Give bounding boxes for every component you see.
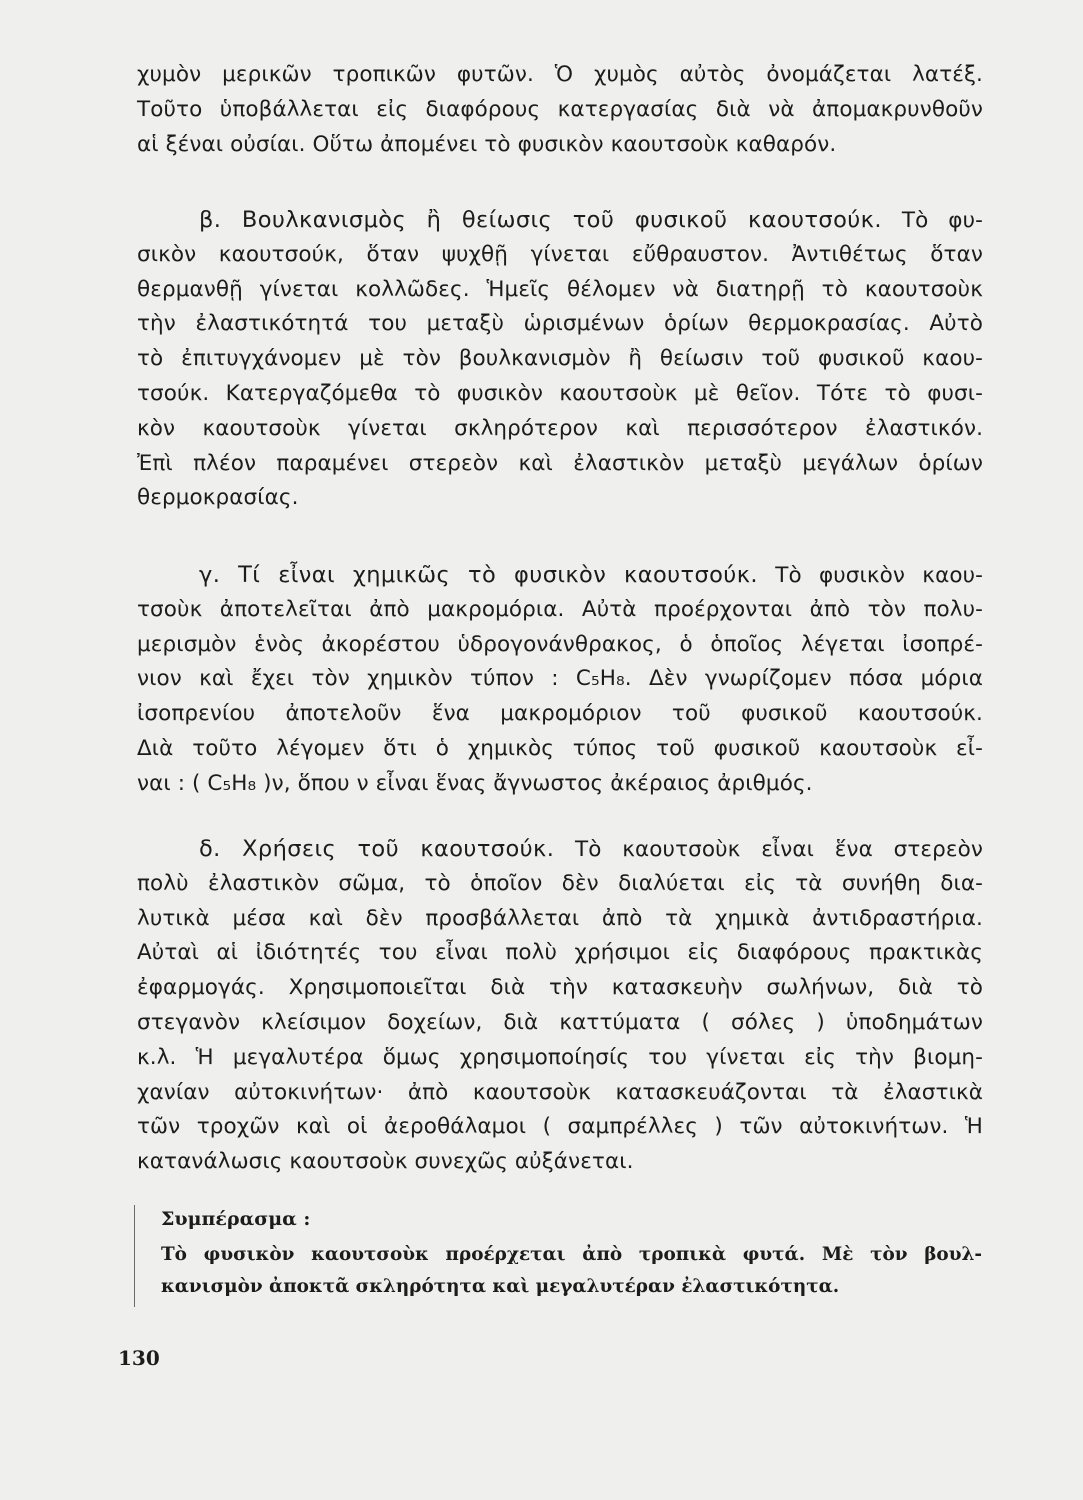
- text-line: ἰσοπρενίου ἀποτελοῦν ἕνα μακρομόριον τοῦ φυσικοῦ καουτσούκ.: [137, 701, 983, 727]
- section-heading: δ. Χρήσεις τοῦ καουτσούκ.: [199, 836, 555, 862]
- text-line: τῶν τροχῶν καὶ οἱ ἀεροθάλαμοι ( σαμπρέλλες ) τῶν αὐτοκινήτων. Ἡ: [137, 1114, 983, 1140]
- summary-box: [134, 1205, 982, 1307]
- text-line: κατανάλωσις καουτσοὺκ συνεχῶς αὐξάνεται.: [137, 1149, 634, 1175]
- page-number: 130: [118, 1346, 160, 1370]
- section-heading: γ. Τί εἶναι χημικῶς τὸ φυσικὸν καουτσούκ.: [199, 562, 758, 588]
- text-run: Τὸ φυ-: [901, 208, 983, 233]
- text-line: κὸν καουτσοὺκ γίνεται σκληρότερον καὶ περισσότερον ἐλαστικόν.: [137, 415, 983, 441]
- text-line: Τοῦτο ὑποβάλλεται εἰς διαφόρους κατεργασίας διὰ νὰ ἀπομακρυνθοῦν: [137, 96, 983, 122]
- text-line: ναι : ( C₅H₈ )ν, ὅπου ν εἶναι ἕνας ἄγνωστος ἀκέραιος ἀριθμός.: [137, 770, 813, 796]
- summary-line: Τὸ φυσικὸν καουτσοὺκ προέρχεται ἀπὸ τροπικὰ φυτά. Μὲ τὸν βουλ-: [161, 1244, 982, 1265]
- text-line: μερισμὸν ἑνὸς ἀκορέστου ὑδρογονάνθρακος, ὁ ὁποῖος λέγεται ἰσοπρέ-: [137, 631, 983, 657]
- summary-title: Συμπέρασμα :: [161, 1208, 311, 1230]
- text-line: θερμανθῇ γίνεται κολλῶδες. Ἡμεῖς θέλομεν νὰ διατηρῇ τὸ καουτσοὺκ: [137, 276, 983, 302]
- text-line: σικὸν καουτσούκ, ὅταν ψυχθῇ γίνεται εὔθραυστον. Ἀντιθέτως ὅταν: [137, 241, 983, 267]
- text-run: Τὸ φυσικὸν καου-: [775, 563, 983, 588]
- section-first-line: [137, 558, 983, 593]
- text-line: αἱ ξέναι οὐσίαι. Οὕτω ἀπομένει τὸ φυσικὸν καουτσοὺκ καθαρόν.: [137, 131, 837, 157]
- text-line: στεγανὸν κλείσιμον δοχείων, διὰ καττύματα ( σόλες ) ὑποδημάτων: [137, 1009, 983, 1035]
- section-first-line: [137, 203, 983, 238]
- section-first-line: [137, 832, 983, 867]
- text-line: τσούκ. Κατεργαζόμεθα τὸ φυσικὸν καουτσοὺκ μὲ θεῖον. Τότε τὸ φυσι-: [137, 380, 983, 406]
- text-line: τσοὺκ ἀποτελεῖται ἀπὸ μακρομόρια. Αὐτὰ προέρχονται ἀπὸ τὸν πολυ-: [137, 596, 983, 622]
- summary-line: κανισμὸν ἀποκτᾶ σκληρότητα καὶ μεγαλυτέραν ἐλαστικότητα.: [161, 1276, 840, 1297]
- section-heading: β. Βουλκανισμὸς ἢ θείωσις τοῦ φυσικοῦ καουτσούκ.: [199, 207, 882, 233]
- section-beta: [137, 203, 983, 516]
- section-gamma: [137, 558, 983, 802]
- text-run: Τὸ καουτσοὺκ εἶναι ἕνα στερεὸν: [575, 837, 983, 862]
- text-line: κ.λ. Ἡ μεγαλυτέρα ὅμως χρησιμοποίησίς του γίνεται εἰς τὴν βιομη-: [137, 1044, 983, 1070]
- text-line: λυτικὰ μέσα καὶ δὲν προσβάλλεται ἀπὸ τὰ χημικὰ ἀντιδραστήρια.: [137, 905, 983, 931]
- section-delta: [137, 832, 983, 1180]
- text-line: πολὺ ἐλαστικὸν σῶμα, τὸ ὁποῖον δὲν διαλύεται εἰς τὰ συνήθη δια-: [137, 870, 983, 896]
- text-line: ἐφαρμογάς. Χρησιμοποιεῖται διὰ τὴν κατασκευὴν σωλήνων, διὰ τὸ: [137, 975, 983, 1001]
- text-line: νιον καὶ ἔχει τὸν χημικὸν τύπον : C₅H₈. Δὲν γνωρίζομεν πόσα μόρια: [137, 666, 983, 692]
- intro-paragraph: [137, 58, 983, 162]
- text-line: Ἐπὶ πλέον παραμένει στερεὸν καὶ ἐλαστικὸν μεταξὺ μεγάλων ὁρίων: [137, 450, 983, 476]
- text-line: τὴν ἐλαστικότητά του μεταξὺ ὡρισμένων ὁρίων θερμοκρασίας. Αὐτὸ: [137, 311, 983, 337]
- text-line: θερμοκρασίας.: [137, 485, 299, 511]
- text-line: τὸ ἐπιτυγχάνομεν μὲ τὸν βουλκανισμὸν ἢ θείωσιν τοῦ φυσικοῦ καου-: [137, 346, 983, 372]
- text-line: Αὐταὶ αἱ ἰδιότητές του εἶναι πολὺ χρήσιμοι εἰς διαφόρους πρακτικὰς: [137, 940, 983, 966]
- text-line: Διὰ τοῦτο λέγομεν ὅτι ὁ χημικὸς τύπος τοῦ φυσικοῦ καουτσοὺκ εἶ-: [137, 735, 983, 761]
- text-line: χυμὸν μερικῶν τροπικῶν φυτῶν. Ὁ χυμὸς αὐτὸς ὀνομάζεται λατέξ.: [137, 62, 983, 87]
- text-line: χανίαν αὐτοκινήτων· ἀπὸ καουτσοὺκ κατασκευάζονται τὰ ἐλαστικὰ: [137, 1079, 983, 1105]
